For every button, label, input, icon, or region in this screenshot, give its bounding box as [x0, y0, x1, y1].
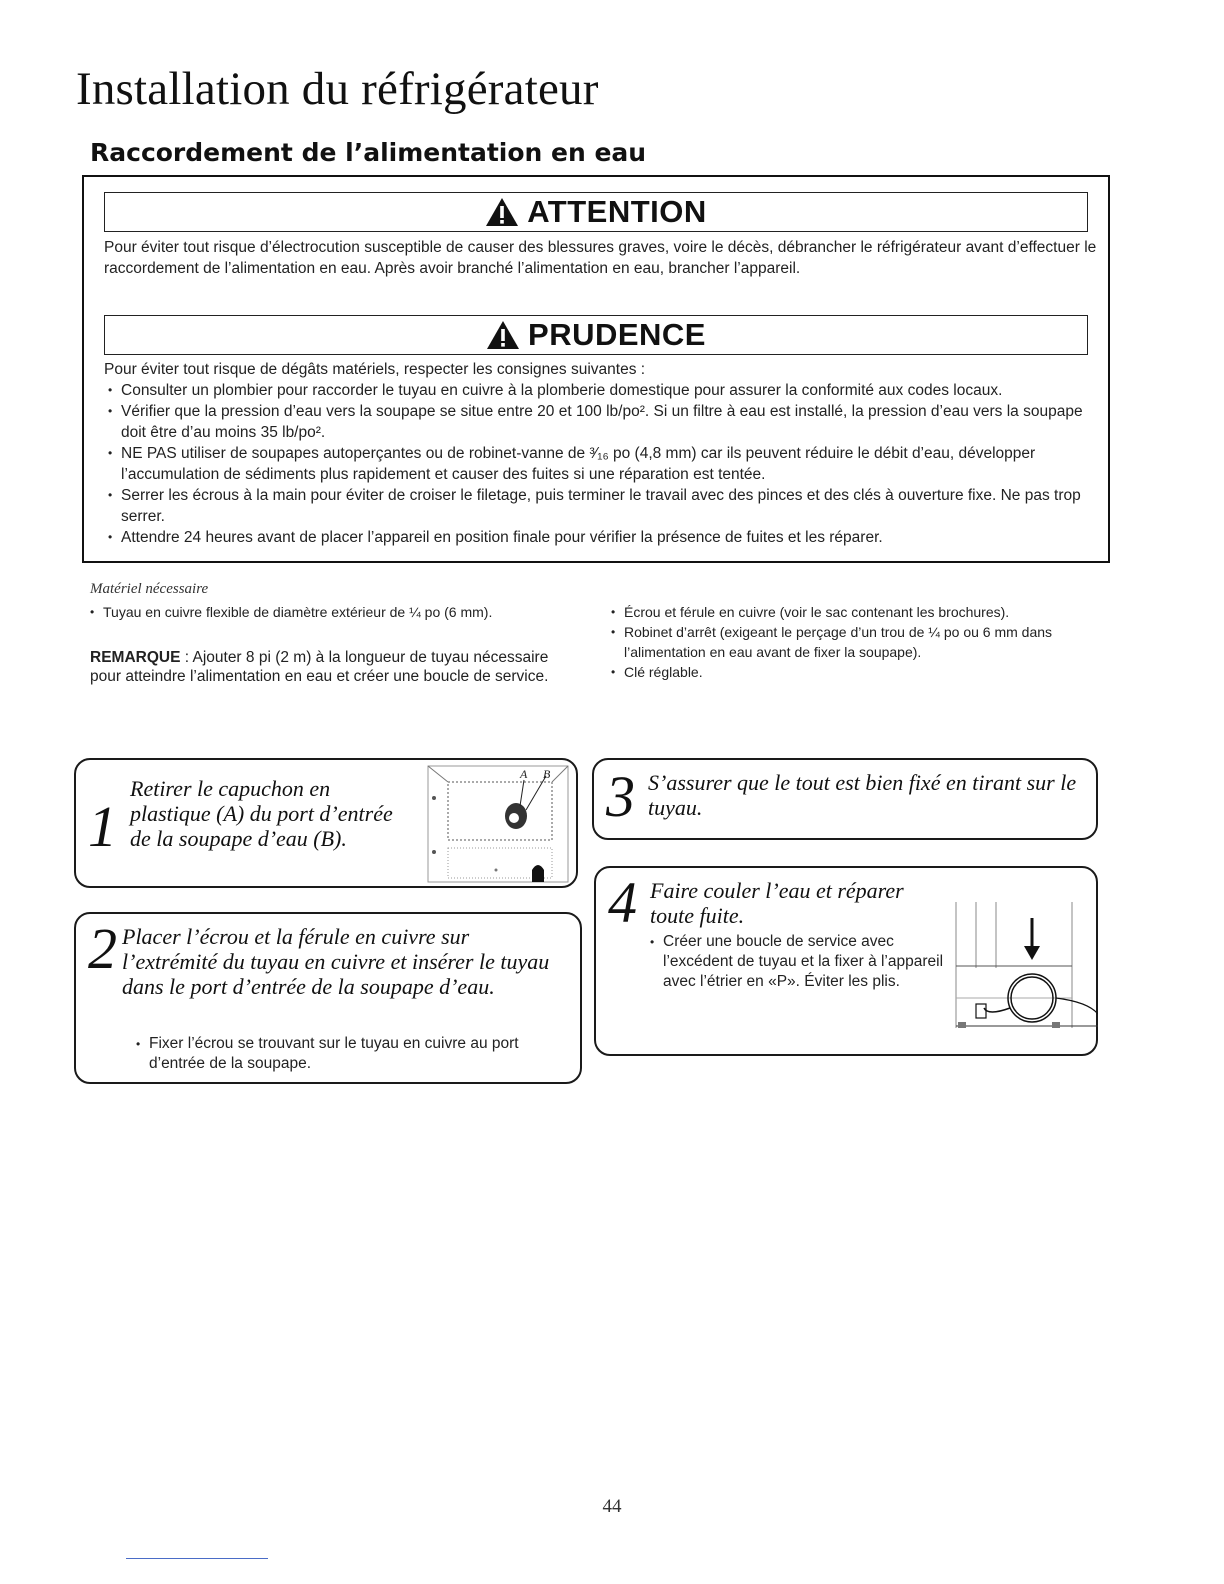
materials-heading: Matériel nécessaire — [90, 581, 209, 597]
step-number: 1 — [88, 794, 117, 859]
step-4-box — [594, 866, 1098, 1056]
callout-a-label: A — [520, 767, 528, 781]
callout-b-label: B — [543, 767, 551, 781]
materials-list-right — [607, 602, 1097, 682]
list-item: • Consulter un plombier pour raccorder le tuyau en cuivre à la plomberie domestique pour assurer la conformité aux codes locaux. — [104, 380, 1104, 401]
section-title: Raccordement de l’alimentation en eau — [90, 138, 647, 167]
step-title: S’assurer que le tout est bien fixé en tirant sur le tuyau. — [648, 770, 1077, 820]
prudence-banner — [104, 315, 1088, 355]
page-number: 44 — [602, 1496, 622, 1517]
list-item: • Robinet d’arrêt (exigeant le perçage d’un trou de ¼ po ou 6 mm dans l’alimentation en eau avant de fixer la soupape). — [607, 622, 1097, 662]
attention-text: Pour éviter tout risque d’électrocution susceptible de causer des blessures graves, voire le décès, débrancher le réfrigérateur avant d’effectuer le raccordement de l’alimentation en eau. Après avoir branché l’alimentation en eau, brancher l’appareil. — [104, 239, 1097, 277]
step-2-list — [132, 1034, 562, 1074]
page-title: Installation du réfrigérateur — [76, 63, 599, 115]
list-item: • Attendre 24 heures avant de placer l’appareil en position finale pour vérifier la présence de fuites et les réparer. — [104, 527, 1104, 548]
footer-rule — [126, 1558, 268, 1559]
step-title: Faire couler l’eau et réparer toute fuite. — [650, 878, 904, 928]
service-loop-illustration-icon — [948, 898, 1098, 1034]
list-item: • NE PAS utiliser de soupapes autoperçantes ou de robinet-vanne de ³⁄₁₆ po (4,8 mm) car ils peuvent réduire le débit d’eau, développer l’accumulation de sédiments plus rapidement et causer des fuites si une réparation est tentée. — [104, 443, 1104, 485]
list-item: • Tuyau en cuivre flexible de diamètre extérieur de ¼ po (6 mm). — [86, 602, 566, 622]
step-title: Placer l’écrou et la férule en cuivre sur l’extrémité du tuyau en cuivre et insérer le tuyau dans le port d’entrée de la soupape d’eau. — [122, 924, 550, 999]
list-item: • Créer une boucle de service avec l’excédent de tuyau et la fixer à l’appareil avec l’étrier en «P». Éviter les plis. — [646, 932, 946, 992]
step-number: 4 — [608, 870, 637, 935]
materials-list-left — [86, 602, 566, 622]
list-item: • Fixer l’écrou se trouvant sur le tuyau en cuivre au port d’entrée de la soupape. — [132, 1034, 562, 1074]
note-label: REMARQUE — [90, 649, 181, 666]
step-number: 2 — [88, 916, 117, 981]
step-title: Retirer le capuchon en plastique (A) du port d’entrée de la soupape d’eau (B). — [130, 776, 393, 851]
attention-banner — [104, 192, 1088, 232]
prudence-list — [104, 380, 1104, 548]
prudence-intro: Pour éviter tout risque de dégâts matériels, respecter les consignes suivantes : — [104, 361, 646, 378]
list-item: • Vérifier que la pression d’eau vers la soupape se situe entre 20 et 100 lb/po². Si un filtre à eau est installé, la pression d’eau vers la soupape doit être d’au moins 35 lb/po². — [104, 401, 1104, 443]
list-item: • Serrer les écrous à la main pour éviter de croiser le filetage, puis terminer le travail avec des pinces et des clés à ouverture fixe. Ne pas trop serrer. — [104, 485, 1104, 527]
step-2-box — [74, 912, 582, 1084]
list-item: • Écrou et férule en cuivre (voir le sac contenant les brochures). — [607, 602, 1097, 622]
prudence-label: PRUDENCE — [528, 317, 706, 352]
step-1-box — [74, 758, 578, 888]
note-text: : Ajouter 8 pi (2 m) à la longueur de tuyau nécessaire pour atteindre l’alimentation en eau et créer une boucle de service. — [90, 649, 549, 685]
note — [90, 648, 560, 686]
list-item: • Clé réglable. — [607, 662, 1097, 682]
safety-box — [82, 175, 1110, 563]
valve-port-illustration-icon — [426, 764, 570, 884]
step-4-list — [646, 932, 946, 992]
warning-icon — [486, 320, 520, 350]
step-number: 3 — [606, 764, 635, 829]
attention-label: ATTENTION — [527, 194, 707, 229]
warning-icon — [485, 197, 519, 227]
step-3-box — [592, 758, 1098, 840]
